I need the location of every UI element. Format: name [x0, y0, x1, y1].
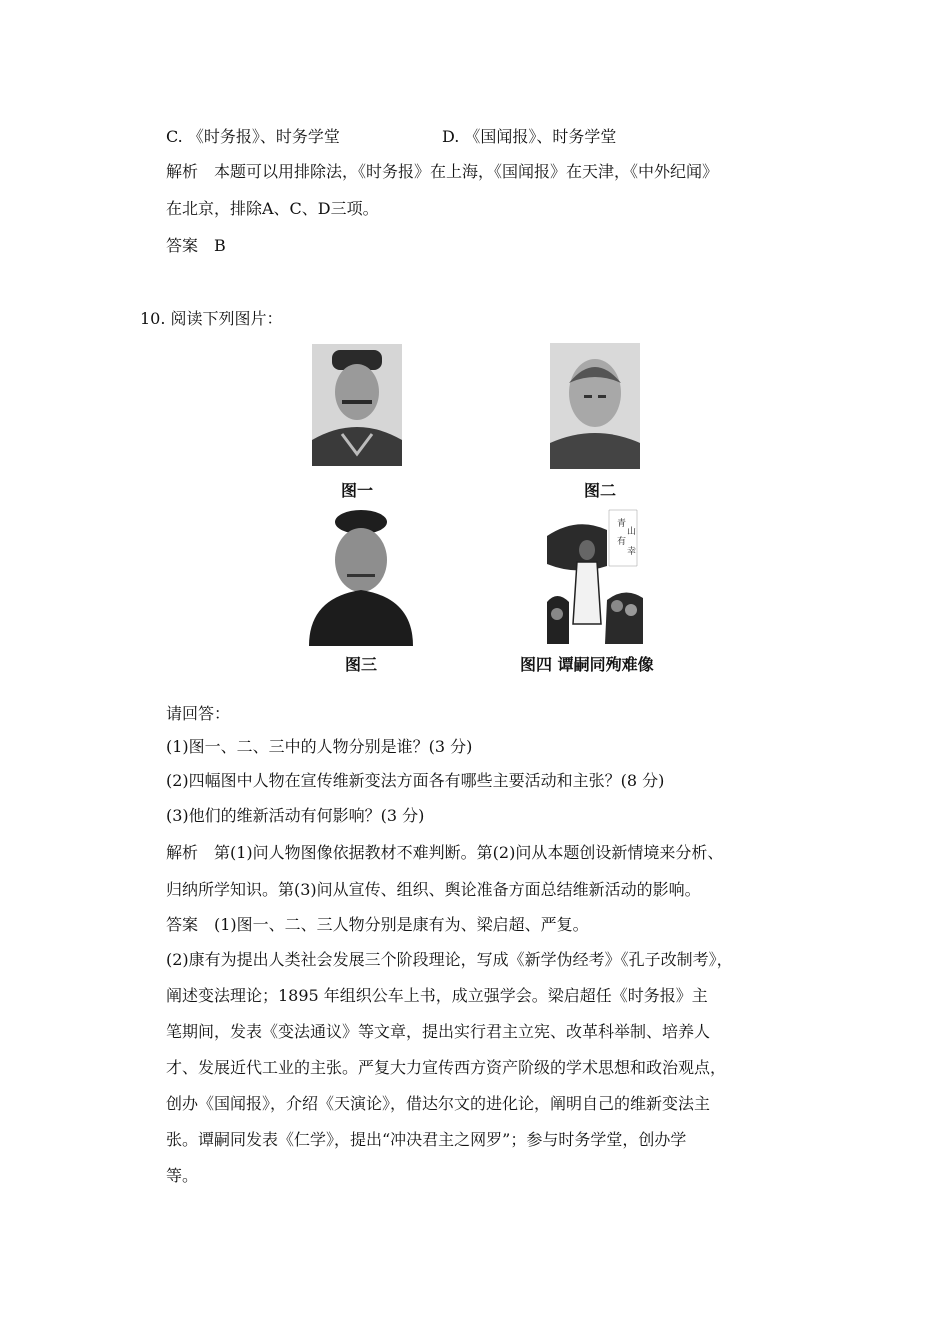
answer-line-3: 阐述变法理论；1895 年组织公车上书，成立强学会。梁启超任《时务报》主 [166, 986, 708, 1005]
option-d: D. 《国闻报》、时务学堂 [442, 127, 617, 146]
figure-3-caption: 图三 [344, 655, 377, 674]
ask-label: 请回答： [166, 704, 231, 723]
figure-4-illustration [547, 506, 643, 644]
prev-analysis-line-2: 在北京，排除A、C、D三项。 [166, 199, 379, 218]
prev-analysis-line-1: 解析 本题可以用排除法，《时务报》在上海，《国闻报》在天津，《中外纪闻》 [166, 162, 719, 181]
svg-text:有: 有 [617, 537, 627, 547]
svg-text:山: 山 [627, 527, 637, 537]
figure-2-photo [550, 343, 640, 469]
answer-line-1: 答案 (1)图一、二、三人物分别是康有为、梁启超、严复。 [166, 915, 589, 934]
question-1: (1)图一、二、三中的人物分别是谁？(3 分) [166, 737, 473, 756]
figure-2-caption: 图二 [583, 481, 616, 500]
svg-text:青: 青 [617, 519, 627, 529]
prev-answer: 答案 B [166, 236, 226, 255]
question-2: (2)四幅图中人物在宣传维新变法方面各有哪些主要活动和主张？(8 分) [166, 771, 665, 790]
analysis-line-2: 归纳所学知识。第(3)问从宣传、组织、舆论准备方面总结维新活动的影响。 [166, 880, 701, 899]
figure-1-photo [312, 344, 402, 466]
question-10-prompt: 10. 阅读下列图片： [140, 309, 283, 328]
portrait-photo-icon [550, 343, 640, 469]
portrait-photo-icon [312, 344, 402, 466]
figure-4-caption: 图四 谭嗣同殉难像 [520, 655, 654, 674]
figure-3-photo [305, 506, 417, 646]
question-3: (3)他们的维新活动有何影响？(3 分) [166, 806, 425, 825]
answer-line-2: (2)康有为提出人类社会发展三个阶段理论，写成《新学伪经考》《孔子改制考》， [166, 950, 733, 969]
answer-line-6: 创办《国闻报》，介绍《天演论》，借达尔文的进化论，阐明自己的维新变法主 [166, 1094, 711, 1113]
answer-line-4: 笔期间，发表《变法通议》等文章，提出实行君主立宪、改革科举制、培养人 [166, 1022, 711, 1041]
svg-text:幸: 幸 [627, 547, 637, 557]
answer-line-8: 等。 [166, 1166, 199, 1185]
answer-line-7: 张。谭嗣同发表《仁学》，提出“冲决君主之网罗”；参与时务学堂，创办学 [166, 1130, 687, 1149]
option-c: C. 《时务报》、时务学堂 [166, 127, 340, 146]
figure-1-caption: 图一 [340, 481, 373, 500]
answer-line-5: 才、发展近代工业的主张。严复大力宣传西方资产阶级的学术思想和政治观点， [166, 1058, 727, 1077]
analysis-line-1: 解析 第(1)问人物图像依据教材不难判断。第(2)问从本题创设新情境来分析、 [166, 843, 724, 862]
illustration-icon [547, 506, 643, 644]
portrait-photo-icon [305, 506, 417, 646]
